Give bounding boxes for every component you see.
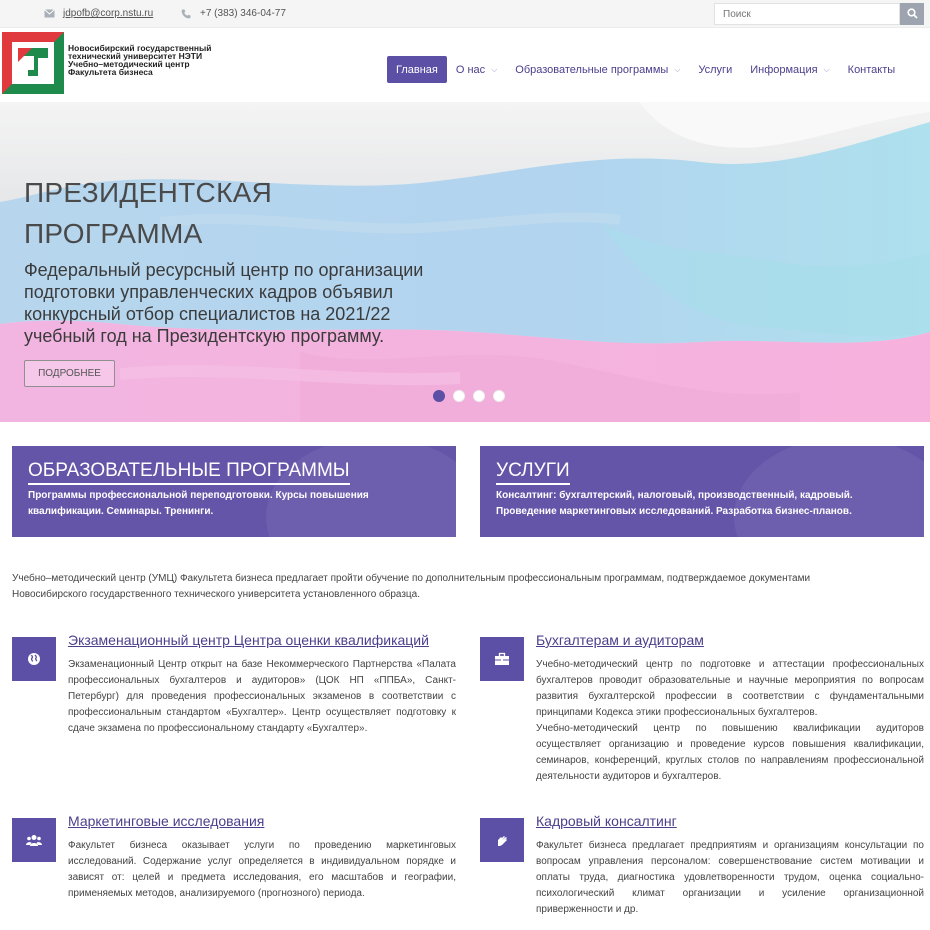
chevron-down-icon: ⌵ bbox=[823, 64, 830, 74]
feature-services[interactable] bbox=[480, 446, 924, 537]
main-nav bbox=[387, 56, 904, 83]
nav-item-about[interactable] bbox=[447, 56, 506, 83]
nav-item-label: О нас bbox=[455, 63, 486, 76]
more-button[interactable]: ПОДРОБНЕЕ bbox=[24, 360, 115, 387]
hero-title bbox=[24, 172, 272, 254]
logo-line-1: Новосибирский государственный bbox=[68, 43, 212, 53]
slider-dot-3[interactable] bbox=[473, 390, 485, 402]
nav-item-info[interactable] bbox=[741, 56, 838, 83]
nav-item-programs[interactable] bbox=[506, 56, 689, 83]
search-box bbox=[714, 3, 924, 25]
logo-line-3: Учебно–методический центр bbox=[68, 59, 190, 69]
slider-dots bbox=[433, 390, 505, 402]
hero-text: Федеральный ресурсный центр по организации подготовки управленческих кадров объявил конкурсный отбор специалистов на 2021/22 учебный год на Президентскую программу. bbox=[24, 260, 424, 346]
phone-icon bbox=[181, 9, 192, 18]
nav-item-label: Образовательные программы bbox=[515, 63, 669, 76]
chevron-down-icon: ⌵ bbox=[491, 64, 498, 74]
logo-line-2: технический университет НЭТИ bbox=[68, 51, 203, 61]
top-bar bbox=[0, 0, 930, 28]
service-description: Факультет бизнеса предлагает предприятиям и организациям консультации по вопросам управления персоналом: совершенствование систем мотивации и оплаты труда, диагностика удовлетворенности трудом, оценка социально-психологический климат организации и усиление организационной приверженности и др. bbox=[536, 840, 924, 915]
slider-dot-2[interactable] bbox=[453, 390, 465, 402]
hero-title-line-1: ПРЕЗИДЕНТСКАЯ bbox=[24, 177, 273, 208]
hero-slider bbox=[0, 102, 930, 422]
email-link[interactable]: jdpofb@corp.nstu.ru bbox=[63, 8, 154, 19]
service-title-link[interactable]: Кадровый консалтинг bbox=[536, 813, 677, 829]
service-description: Экзаменационный Центр открыт на базе Некоммерческого Партнерства «Палата профессиональных бухгалтеров и аудиторов» (ЦОК НП «ППБА», Санкт-Петербург) для проведения профессиональных экзаменов в соответствии с профессиональным стандартом «Бухгалтер». Центр осуществляет подготовку к сдаче экзамена по профессиональному стандарту «Бухгалтер». bbox=[68, 659, 456, 734]
nav-item-contacts[interactable] bbox=[839, 56, 905, 83]
nav-item-label: Главная bbox=[396, 63, 438, 76]
service-title-link[interactable]: Маркетинговые исследования bbox=[68, 813, 265, 829]
hero-title-line-2: ПРОГРАММА bbox=[24, 218, 203, 249]
service-paragraph: Учебно-методический центр по подготовке и аттестации профессиональных бухгалтеров проводит образовательные и научные мероприятия по вопросам развития бухгалтерской профессии в соответствии с фундаментальными принципами Кодекса этики профессиональных бухгалтеров. bbox=[536, 659, 924, 718]
search-icon bbox=[907, 7, 918, 22]
nav-item-label: Информация bbox=[750, 63, 818, 76]
phone-contact bbox=[181, 8, 286, 19]
slider-dot-1[interactable] bbox=[433, 390, 445, 402]
briefcase-icon bbox=[480, 637, 524, 681]
university-logo[interactable] bbox=[2, 32, 64, 94]
users-icon bbox=[12, 818, 56, 862]
service-paragraph: Учебно-методический центр по повышению квалификации аудиторов осуществляет организацию и проведение курсов повышения квалификации, семинаров, конференций, круглых столов по направлениям профессиональной деятельности аудиторов и бухгалтеров. bbox=[536, 723, 924, 782]
site-header bbox=[0, 28, 930, 102]
service-description bbox=[536, 657, 924, 785]
handshake-icon bbox=[480, 818, 524, 862]
feature-educational-programs[interactable] bbox=[12, 446, 456, 537]
service-title-link[interactable]: Бухгалтерам и аудиторам bbox=[536, 632, 704, 648]
service-title-link[interactable]: Экзаменационный центр Центра оценки квалификаций bbox=[68, 632, 429, 648]
chevron-down-icon: ⌵ bbox=[674, 64, 681, 74]
nav-item-home[interactable] bbox=[387, 56, 447, 83]
intro-text: Учебно–методический центр (УМЦ) Факультета бизнеса предлагает пройти обучение по дополнительным профессиональным программам, подтверждаемое документами Новосибирского государственного технического университета установленного образца. bbox=[12, 573, 811, 600]
service-description: Факультет бизнеса оказывает услуги по проведению маркетинговых исследований. Содержание услуг определяется в индивидуальном порядке и зависят от: целей и предмета исследования, его масштабов и географии, применяемых методов, анализируемого (прогнозного) периода. bbox=[68, 840, 456, 899]
globe-icon bbox=[12, 637, 56, 681]
nav-item-services[interactable] bbox=[689, 56, 741, 83]
feature-description: Программы профессиональной переподготовки. Курсы повышения квалификации. Семинары. Тренинги. bbox=[28, 490, 369, 517]
logo-text bbox=[68, 44, 212, 76]
logo-line-4: Факультета бизнеса bbox=[68, 67, 153, 77]
feature-title[interactable]: УСЛУГИ bbox=[496, 460, 570, 485]
search-button[interactable] bbox=[900, 3, 924, 25]
feature-title[interactable]: ОБРАЗОВАТЕЛЬНЫЕ ПРОГРАММЫ bbox=[28, 460, 350, 485]
nav-item-label: Услуги bbox=[698, 63, 733, 76]
envelope-icon bbox=[44, 9, 55, 18]
search-input[interactable] bbox=[714, 3, 900, 25]
nav-item-label: Контакты bbox=[847, 63, 896, 76]
email-contact bbox=[44, 8, 153, 19]
phone-number: +7 (383) 346-04-77 bbox=[200, 8, 286, 19]
feature-description: Консалтинг: бухгалтерский, налоговый, производственный, кадровый. Проведение маркетинговых исследований. Разработка бизнес-планов. bbox=[496, 490, 853, 517]
slider-dot-4[interactable] bbox=[493, 390, 505, 402]
